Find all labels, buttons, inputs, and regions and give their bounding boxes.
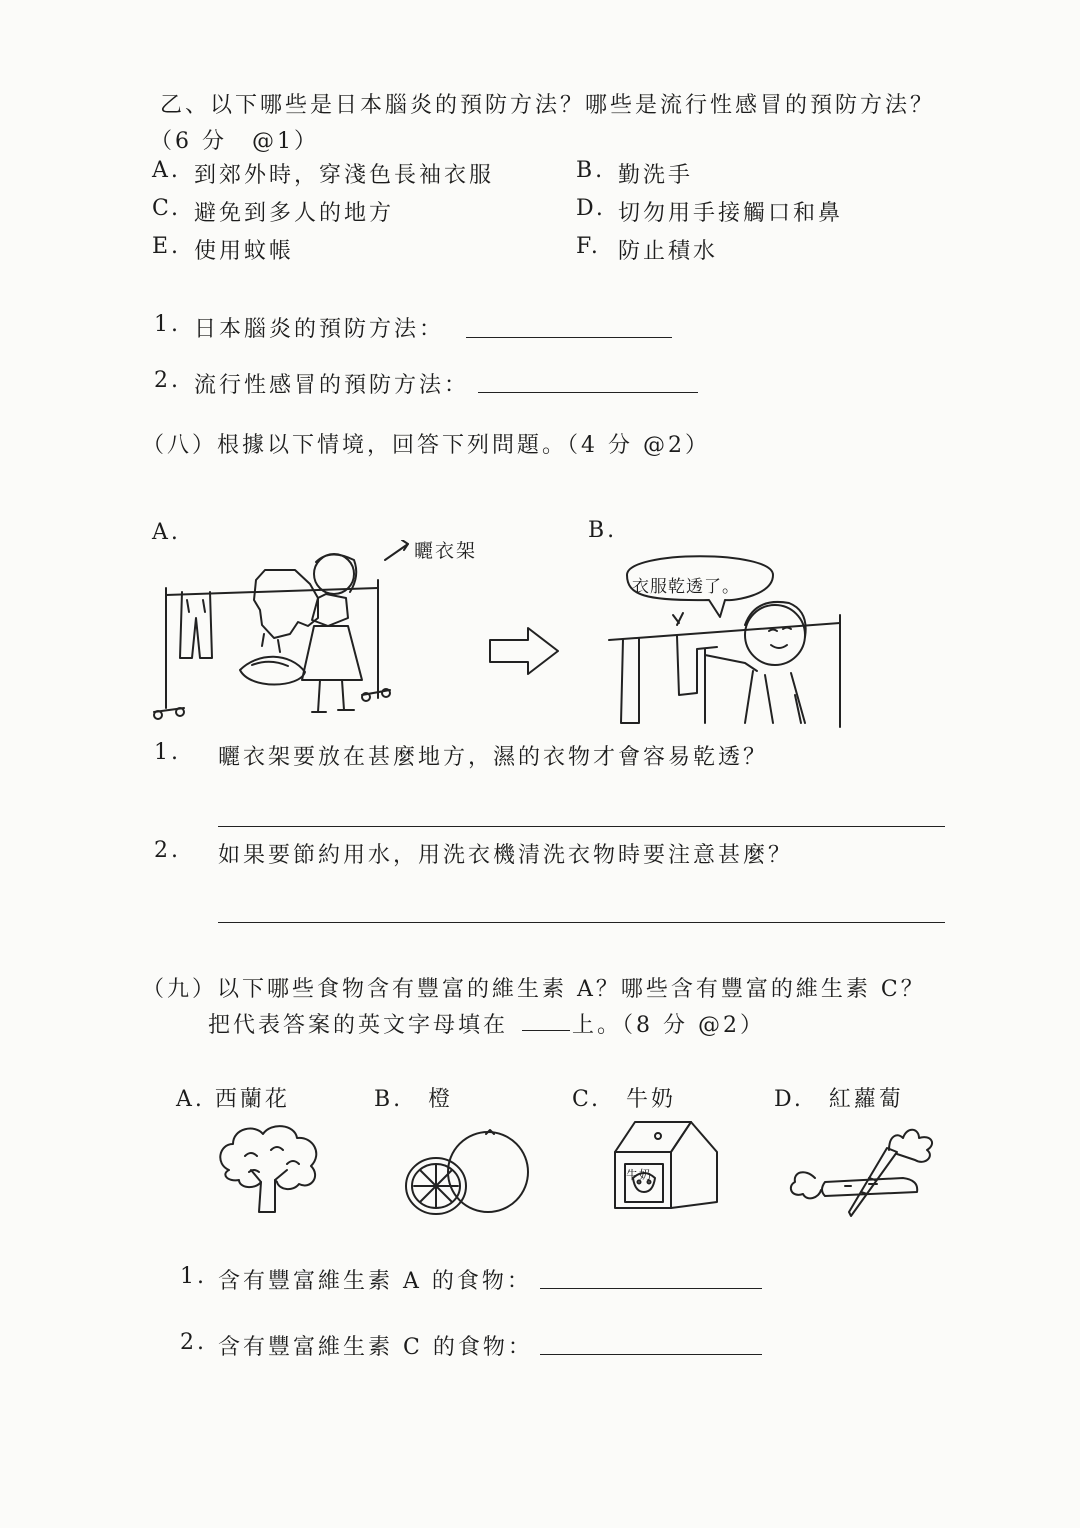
section-9-title-line2a: 把代表答案的英文字母填在 [208,1013,509,1038]
broccoli-icon [215,1120,325,1215]
option-a-letter: A. [152,158,181,183]
section-b-q2-text: 流行性感冒的預防方法： [194,373,470,398]
section-9-q1-text: 含有豐富維生素 A 的食物： [218,1269,532,1294]
scene-a-callout: 曬衣架 [414,540,478,562]
option-e-text: 使用蚊帳 [194,239,295,264]
scene-b-label: B. [588,518,618,543]
section-8-q2-number: 2. [154,838,181,863]
food-d-label: D. 紅蘿蔔 [774,1087,904,1112]
section-8-q1-text: 曬衣架要放在甚麼地方，濕的衣物才會容易乾透？ [218,745,769,770]
scene-a-illustration [150,540,410,725]
option-f-text: 防止積水 [618,239,719,264]
option-e-letter: E. [152,234,182,259]
milk-carton-text: 牛奶 [626,1168,653,1182]
food-c-label: C. 牛奶 [572,1087,677,1112]
section-9-q2-text: 含有豐富維生素 C 的食物： [218,1335,533,1360]
option-c-text: 避免到多人的地方 [194,201,395,226]
section-b-q1-text: 日本腦炎的預防方法： [194,317,445,342]
section-b-q2-number: 2. [154,368,181,393]
option-b-text: 勤洗手 [618,163,694,188]
option-f-letter: F. [576,234,601,259]
section-9-q2-number: 2. [180,1330,207,1355]
section-8-title: （八）根據以下情境，回答下列問題。（4 分 @2） [142,433,710,458]
milk-carton-icon [605,1118,723,1210]
section-8-q1-answer-line[interactable] [218,826,945,827]
section-b-q1-answer-line[interactable] [466,337,672,338]
section-9-q2-answer-line[interactable] [540,1354,762,1355]
option-b-letter: B. [576,158,606,183]
section-8-q2-answer-line[interactable] [218,922,945,923]
section-b-q1-number: 1. [154,312,181,337]
section-9-title-line2b: 上。（8 分 @2） [572,1013,765,1038]
option-a-text: 到郊外時，穿淺色長袖衣服 [194,163,495,188]
food-b-label: B. 橙 [374,1087,454,1112]
option-c-letter: C. [152,196,182,221]
section-8-q2-text: 如果要節約用水，用洗衣機清洗衣物時要注意甚麼？ [218,843,794,868]
section-8-q1-number: 1. [154,740,181,765]
orange-icon [402,1128,532,1220]
scene-b-illustration [605,545,850,730]
carrot-icon [785,1122,940,1220]
food-a-label: A. 西蘭花 [176,1087,290,1112]
section-b-title: 乙、以下哪些是日本腦炎的預防方法？哪些是流行性感冒的預防方法？ [160,93,936,118]
section-9-q1-number: 1. [180,1264,207,1289]
option-d-text: 切勿用手接觸口和鼻 [618,201,844,226]
section-9-title-line1: （九）以下哪些食物含有豐富的維生素 A？哪些含有豐富的維生素 C？ [142,977,926,1002]
scene-a-label: A. [152,520,181,545]
scene-arrow-icon [488,626,560,676]
section-b-q2-answer-line[interactable] [478,392,698,393]
section-b-marks: （6 分 @1） [150,129,319,154]
scene-b-speech-text: 衣服乾透了。 [632,577,740,597]
section-9-q1-answer-line[interactable] [540,1288,762,1289]
option-d-letter: D. [576,196,606,221]
section-9-title-blank [522,1030,570,1031]
